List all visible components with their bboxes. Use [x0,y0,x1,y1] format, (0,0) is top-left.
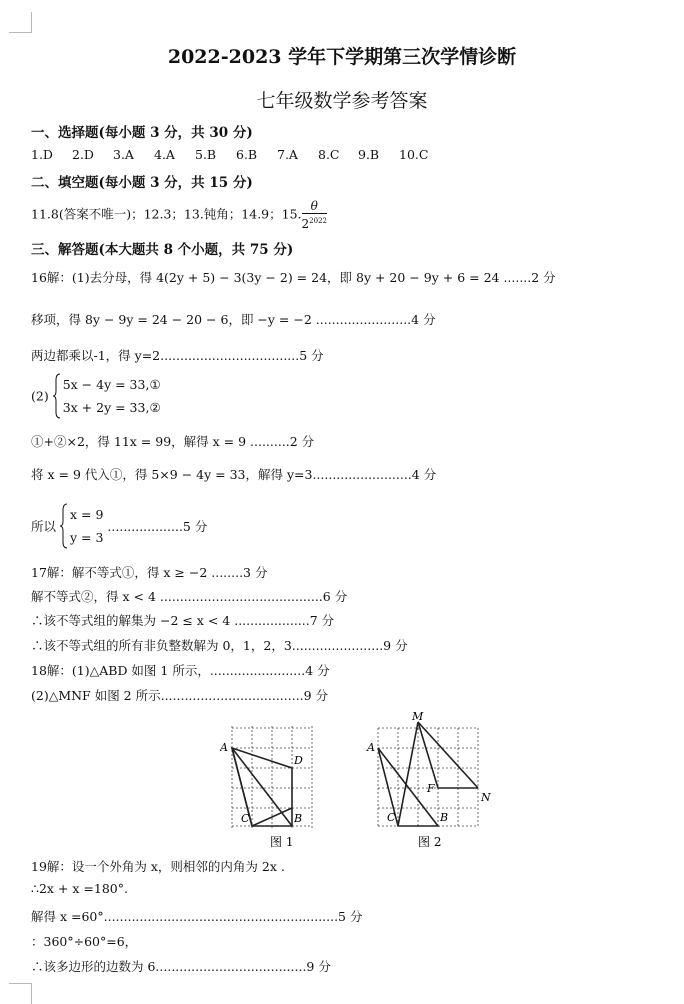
answer-7: 7.A [277,147,298,162]
q16-line2: 移项，得 8y − 9y = 24 − 20 − 6，即 −y = −2 ........................4 分 [31,312,436,327]
answer-4: 4.A [154,147,175,162]
fraction-numerator: θ [302,199,327,214]
q16-system [31,373,161,419]
equation-1: 5x − 4y = 33,① [62,377,161,392]
fig2-label-m: M [412,710,424,723]
q17-line2: 解不等式②，得 x < 4 .........................................6 分 [31,589,348,604]
equation-system [53,373,161,419]
fill-in-text: 11.8(答案不唯一)；12.3；13.钝角；14.9；15. [31,206,302,222]
solution-system [60,503,103,549]
answer-2: 2.D [72,147,94,162]
q16-solution [31,503,207,549]
fig2-label-n: N [481,791,491,804]
q16-so-label: 所以 [31,519,57,534]
left-brace-icon [60,503,68,549]
fig1-caption: 图 1 [270,835,294,849]
answer-9: 9.B [358,147,380,162]
fig2-label-a: A [367,741,375,754]
answer-6: 6.B [236,147,258,162]
fig1-label-c: C [241,812,250,825]
q19-line2: ∴2x + x =180°. [31,881,128,896]
fig2-label-b: B [440,811,449,824]
figure-1 [220,722,330,852]
document-subtitle: 七年级数学参考答案 [256,90,428,112]
q16-line6: 将 x = 9 代入①，得 5×9 − 4y = 33，解得 y=3.........................4 分 [31,467,437,482]
answer-8: 8.C [318,147,340,162]
document-title: 2022-2023 学年下学期第三次学情诊断 [167,46,517,68]
q16-line1: 16解：(1)去分母，得 4(2y + 5) − 3(3y − 2) = 24，即 8y + 20 − 9y + 6 = 24 .......2 分 [31,270,556,285]
left-brace-icon [53,373,61,419]
q17-line1: 17解：解不等式①，得 x ≥ −2 ........3 分 [31,565,268,580]
fig1-label-d: D [294,754,303,767]
fig2-caption: 图 2 [418,835,442,849]
fill-in-answers [31,199,327,231]
crop-mark-top-left [9,12,32,33]
fraction-exponent: 2022 [309,217,327,225]
q17-line4: ∴该不等式组的所有非负整数解为 0，1，2，3.......................9 分 [31,638,408,653]
answer-10: 10.C [399,147,429,162]
fig1-label-b: B [294,812,303,825]
answer-3: 3.A [113,147,134,162]
q18-line2: (2)△MNF 如图 2 所示....................................9 分 [31,688,329,703]
q19-line5: ∴该多边形的边数为 6......................................9 分 [31,959,331,974]
answer-5: 5.B [195,147,217,162]
section2-heading: 二、填空题(每小题 3 分，共 15 分) [31,175,253,191]
fig1-label-a: A [220,741,228,754]
theta-fraction [302,199,327,231]
q16-so-tail: ...................5 分 [107,519,208,534]
q18-line1: 18解：(1)△ABD 如图 1 所示，........................4 分 [31,663,330,678]
q16-part2-label: (2) [31,388,49,404]
q17-line3: ∴该不等式组的解集为 −2 ≤ x < 4 ...................7 分 [31,613,335,628]
q19-line3: 解得 x =60°...........................................................5 分 [31,909,363,924]
equation-2: 3x + 2y = 33,② [62,400,161,415]
solution-x: x = 9 [70,507,104,522]
answer-1: 1.D [31,147,53,162]
fraction-denominator: $2^{2022}$ [301,217,327,231]
fig2-label-f: F [427,782,435,795]
section3-heading: 三、解答题(本大题共 8 个小题，共 75 分) [31,242,294,258]
q16-line5: ①+②×2，得 11x = 99，解得 x = 9 ..........2 分 [31,434,315,449]
q16-line3: 两边都乘以-1，得 y=2...................................5 分 [31,348,324,363]
q19-line4: ：360°÷60°=6， [31,934,138,949]
fig2-label-c: C [387,811,396,824]
solution-y: y = 3 [70,530,104,545]
figure-2 [366,710,496,852]
crop-mark-bottom-left [9,983,32,1004]
q19-line1: 19解：设一个外角为 x，则相邻的内角为 2x . [31,859,285,874]
section1-heading: 一、选择题(每小题 3 分，共 30 分) [31,125,253,141]
